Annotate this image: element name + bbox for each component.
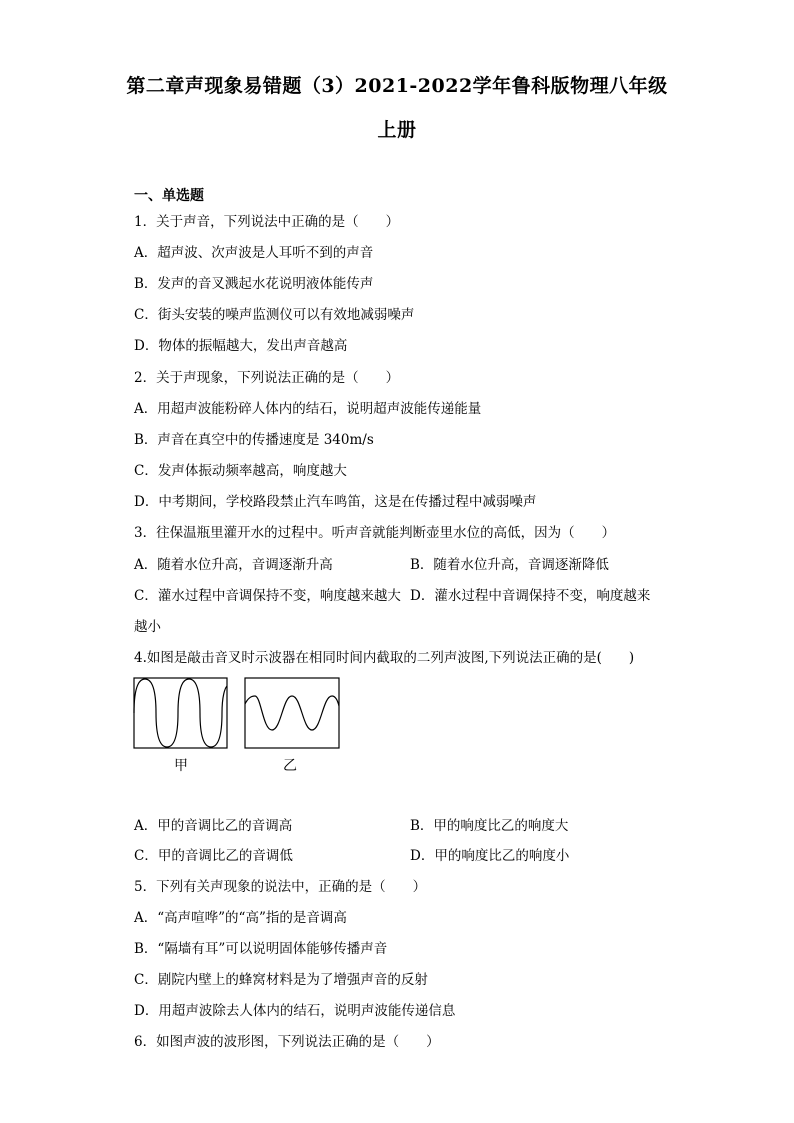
question-1-option-a: A．超声波、次声波是人耳听不到的声音 (134, 245, 374, 261)
question-4-option-c: C．甲的音调比乙的音调低 (134, 848, 293, 864)
question-3-option-d: D．灌水过程中音调保持不变，响度越来 (410, 588, 651, 604)
page-title-line2: 上册 (377, 119, 417, 141)
question-5-option-b: B．“隔墙有耳”可以说明固体能够传播声音 (134, 941, 388, 957)
question-1-stem: 1．关于声音，下列说法中正确的是（ ） (134, 214, 400, 230)
question-2-stem: 2．关于声现象，下列说法正确的是（ ） (134, 370, 400, 386)
question-5-option-a: A．“高声喧哗”的“高”指的是音调高 (134, 910, 347, 926)
question-4-stem: 4.如图是敲击音叉时示波器在相同时间内截取的二列声波图,下列说法正确的是( ) (134, 650, 635, 666)
wave-left (134, 679, 227, 747)
question-3-option-c: C．灌水过程中音调保持不变，响度越来越大 (134, 588, 401, 604)
question-3-stem: 3．往保温瓶里灌开水的过程中。听声音就能判断壶里水位的高低，因为（ ） (134, 525, 616, 541)
question-3-option-a: A．随着水位升高，音调逐渐升高 (134, 557, 333, 573)
wave-label-left: 甲 (174, 758, 188, 774)
question-5-option-d: D．用超声波除去人体内的结石，说明声波能传递信息 (134, 1003, 456, 1019)
question-3-option-b: B．随着水位升高，音调逐渐降低 (410, 557, 609, 573)
question-2-option-d: D．中考期间，学校路段禁止汽车鸣笛，这是在传播过程中减弱噪声 (134, 494, 537, 510)
question-2-option-a: A．用超声波能粉碎人体内的结石，说明超声波能传递能量 (134, 401, 482, 417)
question-2-option-b: B．声音在真空中的传播速度是 340m/s (134, 432, 374, 448)
question-1-option-c: C．街头安装的噪声监测仪可以有效地减弱噪声 (134, 307, 415, 323)
question-1-option-b: B．发声的音叉溅起水花说明液体能传声 (134, 276, 374, 292)
question-4-option-b: B．甲的响度比乙的响度大 (410, 818, 569, 834)
question-6-stem: 6．如图声波的波形图，下列说法正确的是（ ） (134, 1034, 440, 1050)
wave-box-right (245, 678, 339, 748)
question-3-option-d-continued: 越小 (134, 619, 161, 635)
section-heading: 一、单选题 (134, 188, 204, 204)
sound-wave-figure (132, 676, 344, 776)
question-2-option-c: C．发声体振动频率越高，响度越大 (134, 463, 347, 479)
wave-label-right: 乙 (283, 758, 297, 774)
question-1-option-d: D．物体的振幅越大，发出声音越高 (134, 338, 348, 354)
question-4-option-d: D．甲的响度比乙的响度小 (410, 848, 570, 864)
question-5-stem: 5．下列有关声现象的说法中，正确的是（ ） (134, 879, 427, 895)
question-4-option-a: A．甲的音调比乙的音调高 (134, 818, 293, 834)
question-5-option-c: C．剧院内壁上的蜂窝材料是为了增强声音的反射 (134, 972, 428, 988)
page-title: 第二章声现象易错题（3）2021-2022学年鲁科版物理八年级 (126, 75, 668, 97)
wave-right (245, 696, 339, 730)
